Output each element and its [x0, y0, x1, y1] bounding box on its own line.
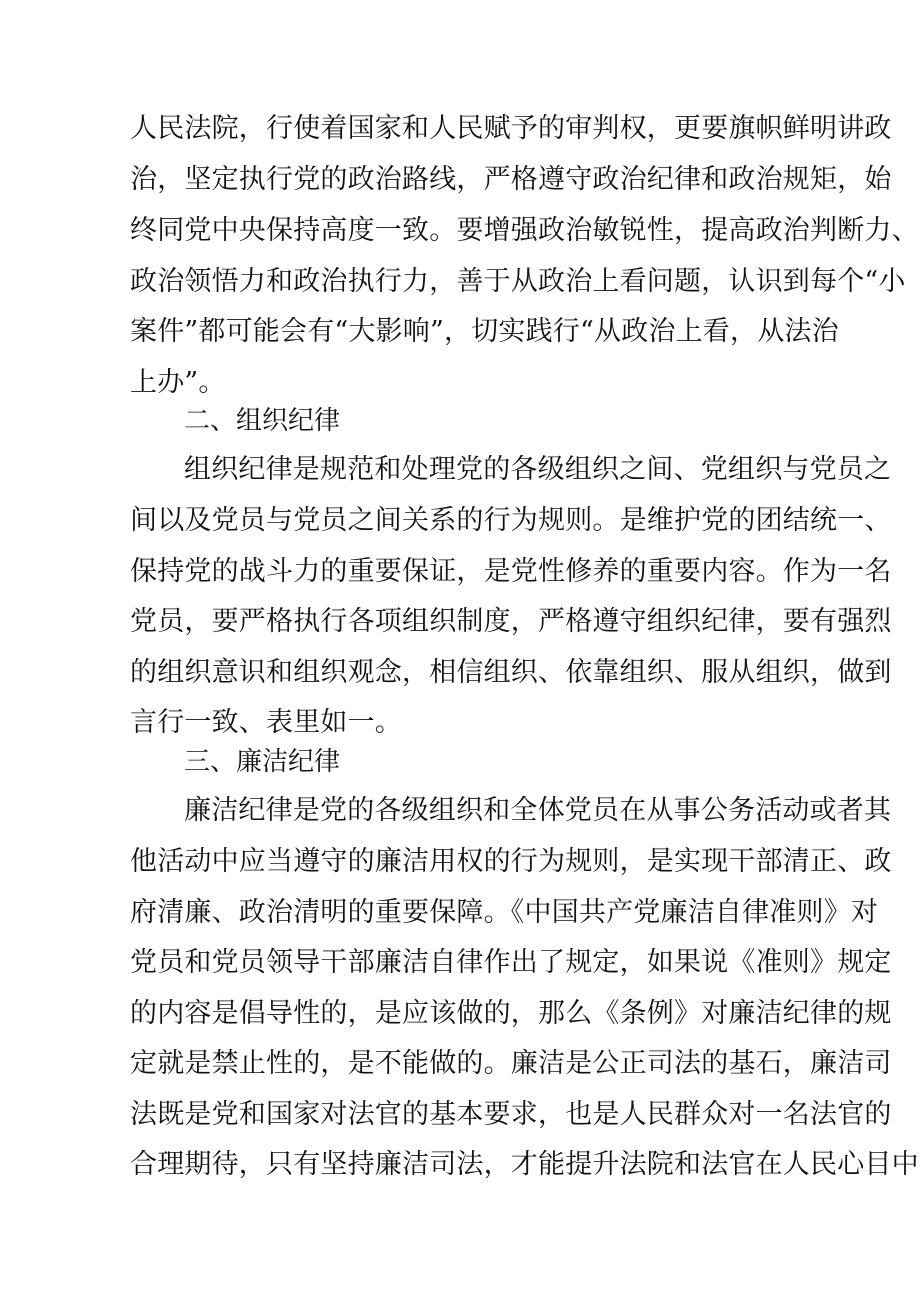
section-heading-organization: 二、组织纪律 [184, 406, 341, 436]
paragraph-line: 上办”。 [130, 367, 226, 398]
paragraph-line: 间以及党员与党员之间关系的行为规则。是维护党的团结统一、 [130, 505, 892, 536]
paragraph-line: 法既是党和国家对法官的基本要求，也是人民群众对一名法官的 [130, 1099, 892, 1130]
paragraph-line: 他活动中应当遵守的廉洁用权的行为规则，是实现干部清正、政 [130, 846, 892, 877]
paragraph-line: 终同党中央保持高度一致。要增强政治敏锐性，提高政治判断力、 [130, 215, 919, 246]
paragraph-line: 定就是禁止性的，是不能做的。廉洁是公正司法的基石，廉洁司 [130, 1048, 892, 1079]
paragraph-line: 人民法院，行使着国家和人民赋予的审判权，更要旗帜鲜明讲政 [130, 113, 892, 144]
paragraph-line: 政治领悟力和政治执行力，善于从政治上看问题，认识到每个“小 [130, 266, 906, 297]
paragraph-line: 廉洁纪律是党的各级组织和全体党员在从事公务活动或者其 [184, 795, 892, 826]
paragraph-line: 合理期待，只有坚持廉洁司法，才能提升法院和法官在人民心目中 [130, 1149, 919, 1180]
paragraph-line: 党员，要严格执行各项组织制度，严格遵守组织纪律，要有强烈 [130, 606, 892, 637]
paragraph-line: 保持党的战斗力的重要保证，是党性修养的重要内容。作为一名 [130, 556, 892, 587]
paragraph-line: 党员和党员领导干部廉洁自律作出了规定，如果说《准则》规定 [130, 947, 892, 978]
paragraph-line: 的内容是倡导性的，是应该做的，那么《条例》对廉洁纪律的规 [130, 998, 892, 1029]
paragraph-line: 案件”都可能会有“大影响”，切实践行“从政治上看，从法治 [130, 316, 839, 347]
paragraph-line: 治，坚定执行党的政治路线，严格遵守政治纪律和政治规矩，始 [130, 164, 892, 195]
paragraph-line: 府清廉、政治清明的重要保障。《中国共产党廉洁自律准则》对 [130, 897, 879, 928]
paragraph-line: 组织纪律是规范和处理党的各级组织之间、党组织与党员之 [184, 454, 892, 485]
paragraph-line: 的组织意识和组织观念，相信组织、依靠组织、服从组织，做到 [130, 657, 892, 688]
paragraph-line: 言行一致、表里如一。 [130, 707, 402, 738]
section-heading-integrity: 三、廉洁纪律 [184, 747, 341, 777]
